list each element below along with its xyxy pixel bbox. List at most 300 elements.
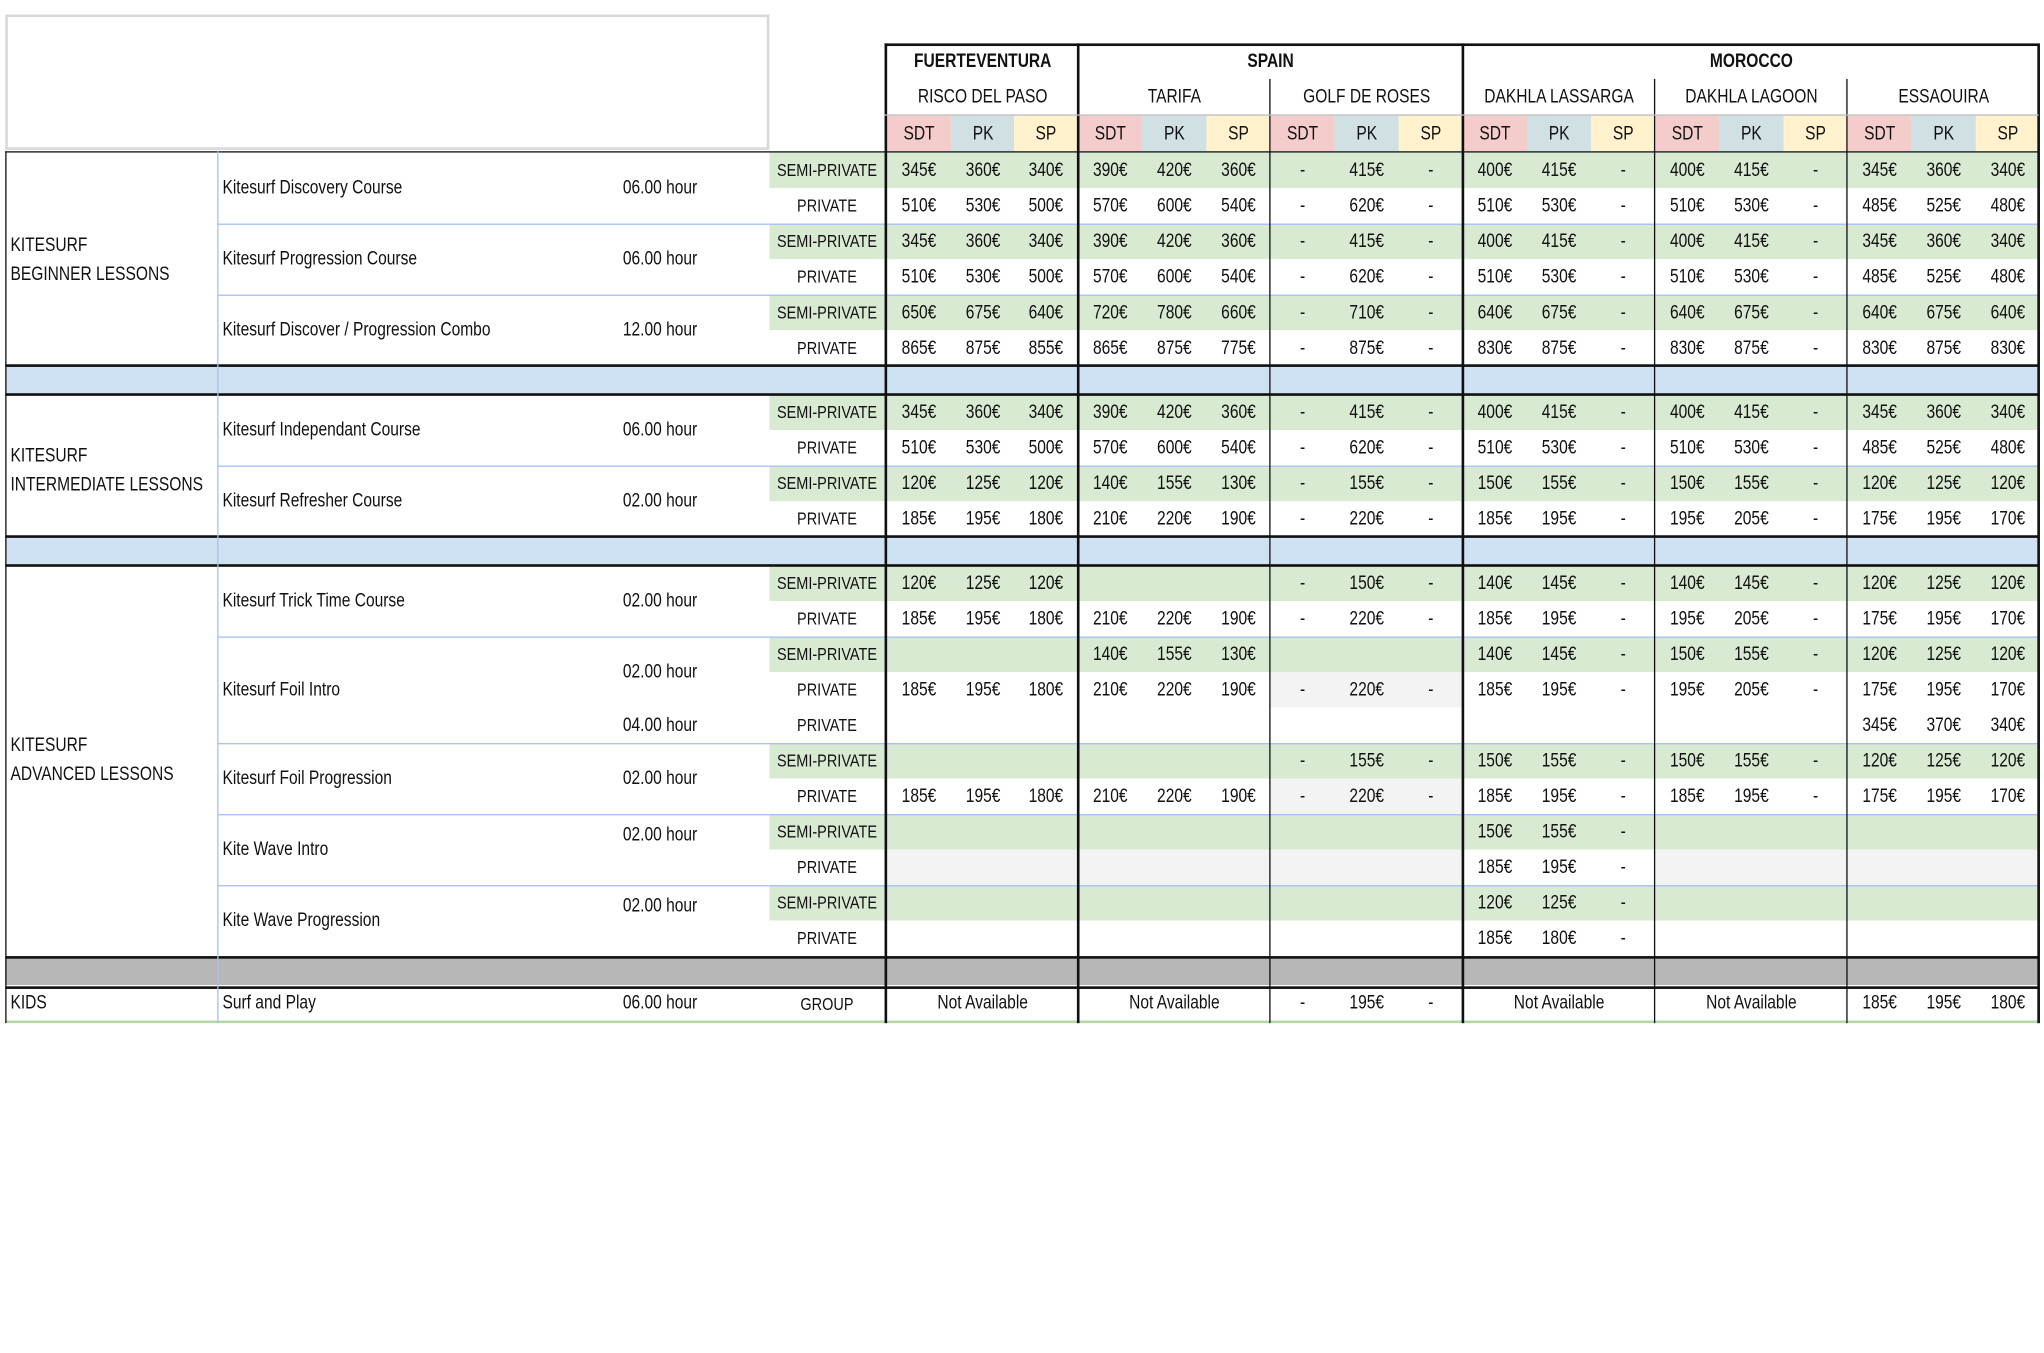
price-cell: 420€ (1157, 230, 1192, 252)
price-cell: 340€ (1990, 401, 2026, 423)
price-cell: 120€ (1029, 472, 1064, 494)
price-cell: - (1620, 750, 1626, 772)
price-cell: 340€ (1990, 230, 2026, 252)
not-available: Not Available (1706, 992, 1797, 1014)
price-cell: 170€ (1990, 679, 2026, 701)
price-cell: 180€ (1990, 992, 2026, 1014)
price-cell: 125€ (965, 572, 1000, 594)
price-cell: 195€ (965, 785, 1000, 807)
price-cell: - (1620, 785, 1626, 807)
price-cell: 360€ (1926, 159, 1962, 181)
price-cell: - (1812, 401, 1819, 423)
price-cell: 185€ (1477, 608, 1513, 630)
price-cell: 145€ (1541, 572, 1577, 594)
price-cell: 125€ (1926, 572, 1962, 594)
price-cell: 185€ (1669, 785, 1705, 807)
price-cell: 675€ (965, 301, 1000, 323)
season-header: SP (1612, 122, 1634, 145)
lesson-type: SEMI-PRIVATE (776, 402, 878, 423)
semi-private-row-bg (769, 637, 2038, 673)
price-cell: 195€ (1926, 608, 1962, 630)
price-cell: 540€ (1221, 266, 1256, 288)
region-header: FUERTEVENTURA (913, 51, 1052, 73)
price-cell: - (1812, 679, 1819, 701)
spot-header: GOLF DE ROSES (1303, 86, 1431, 108)
price-cell: 510€ (901, 437, 937, 459)
season-header: SDT (1479, 122, 1511, 145)
grid-line (885, 43, 888, 1023)
not-available: Not Available (1129, 992, 1220, 1014)
price-cell: - (1620, 508, 1626, 530)
private-row-bg (1848, 850, 2040, 886)
price-cell: - (1620, 643, 1626, 665)
price-cell: 155€ (1349, 750, 1385, 772)
price-cell: 345€ (901, 230, 937, 252)
season-header: SDT (1671, 122, 1703, 145)
price-cell: - (1812, 508, 1819, 530)
spot-header: RISCO DEL PASO (917, 86, 1048, 108)
price-cell: 195€ (1541, 856, 1577, 878)
price-cell: 145€ (1541, 643, 1577, 665)
price-cell: - (1620, 301, 1626, 323)
course-name: Kitesurf Foil Intro (222, 679, 341, 701)
price-cell: 185€ (901, 679, 937, 701)
price-cell: - (1620, 572, 1626, 594)
price-cell: 640€ (1862, 301, 1897, 323)
private-row-bg (887, 850, 1078, 886)
price-cell: 620€ (1349, 266, 1385, 288)
price-cell: 150€ (1477, 821, 1513, 843)
price-cell: 570€ (1092, 437, 1128, 459)
grid-line (217, 743, 2038, 744)
course-name: Kite Wave Progression (222, 910, 381, 932)
price-cell: 400€ (1669, 159, 1705, 181)
spot-header: ESSAOUIRA (1898, 86, 1990, 108)
not-available: Not Available (1513, 992, 1605, 1014)
price-cell: 345€ (901, 401, 937, 423)
price-cell: 190€ (1221, 679, 1256, 701)
price-cell: 205€ (1734, 608, 1769, 630)
price-cell: 195€ (1541, 508, 1577, 530)
price-cell: 155€ (1541, 821, 1577, 843)
price-cell: - (1300, 608, 1306, 630)
season-header: SP (1997, 122, 2019, 145)
price-cell: - (1620, 159, 1626, 181)
price-cell: 195€ (1926, 992, 1962, 1014)
price-cell: 830€ (1477, 337, 1513, 359)
region-header: SPAIN (1247, 51, 1294, 73)
price-cell: - (1300, 159, 1306, 181)
price-cell: 175€ (1862, 785, 1897, 807)
price-cell: 195€ (1541, 679, 1577, 701)
season-header: SDT (1094, 122, 1126, 145)
price-cell: 140€ (1477, 643, 1513, 665)
semi-private-row-bg (769, 885, 2038, 921)
price-cell: 600€ (1157, 437, 1192, 459)
price-cell: 525€ (1926, 195, 1962, 217)
price-cell: 170€ (1990, 608, 2026, 630)
price-cell: 400€ (1477, 401, 1513, 423)
price-cell: 525€ (1926, 437, 1962, 459)
grid-line (1269, 79, 1270, 1023)
course-name: Kitesurf Foil Progression (222, 768, 392, 790)
grid-line (5, 151, 6, 1023)
price-cell: 400€ (1477, 230, 1513, 252)
price-cell: 530€ (1541, 266, 1577, 288)
grid-line (1077, 43, 1080, 1023)
price-cell: 130€ (1221, 643, 1256, 665)
price-cell: - (1428, 159, 1434, 181)
price-cell: - (1300, 572, 1306, 594)
price-cell: - (1812, 785, 1819, 807)
season-header: PK (1548, 122, 1570, 145)
price-cell: 150€ (1477, 472, 1513, 494)
price-cell: 530€ (965, 266, 1000, 288)
price-cell: 195€ (1669, 608, 1705, 630)
price-cell: 875€ (1157, 337, 1192, 359)
lesson-type: SEMI-PRIVATE (776, 892, 878, 913)
season-header: SDT (903, 122, 935, 145)
price-cell: 220€ (1157, 679, 1192, 701)
price-cell: 865€ (901, 337, 937, 359)
price-cell: - (1428, 750, 1434, 772)
price-cell: 485€ (1862, 437, 1897, 459)
price-cell: 155€ (1734, 750, 1769, 772)
price-cell: 120€ (1862, 750, 1897, 772)
price-cell: - (1812, 437, 1819, 459)
lesson-type: SEMI-PRIVATE (776, 160, 878, 181)
price-cell: 185€ (1477, 679, 1513, 701)
grid-line (885, 114, 2039, 115)
grid-line (5, 535, 2038, 538)
price-cell: 180€ (1029, 508, 1064, 530)
price-cell: - (1620, 195, 1626, 217)
semi-private-row-bg (769, 814, 2038, 850)
price-cell: 210€ (1092, 679, 1128, 701)
price-cell: 185€ (1477, 508, 1513, 530)
grid-line (5, 956, 2038, 959)
season-header: SDT (1287, 122, 1319, 145)
price-cell: 120€ (1990, 750, 2026, 772)
course-name: Surf and Play (222, 992, 316, 1014)
price-cell: 120€ (1029, 572, 1064, 594)
course-name: Kitesurf Discover / Progression Combo (222, 319, 491, 341)
price-cell: 150€ (1669, 643, 1705, 665)
price-cell: 640€ (1477, 301, 1513, 323)
price-cell: 480€ (1990, 437, 2026, 459)
grid-line (5, 364, 2038, 367)
price-cell: 540€ (1221, 195, 1256, 217)
grid-line (217, 295, 2038, 296)
price-cell: 195€ (965, 508, 1000, 530)
price-cell: 220€ (1157, 785, 1192, 807)
course-duration: 06.00 hour (622, 248, 698, 270)
course-duration: 02.00 hour (622, 590, 698, 612)
price-cell: 185€ (901, 508, 937, 530)
price-cell: 120€ (1862, 472, 1897, 494)
price-cell: 195€ (965, 608, 1000, 630)
price-cell: 360€ (965, 401, 1000, 423)
lesson-type: SEMI-PRIVATE (776, 750, 878, 771)
price-cell: 530€ (1734, 266, 1769, 288)
lesson-type: PRIVATE (797, 437, 857, 458)
price-cell: 570€ (1092, 266, 1128, 288)
price-cell: - (1428, 679, 1434, 701)
price-cell: - (1812, 750, 1819, 772)
price-cell: 510€ (1477, 437, 1513, 459)
course-duration: 02.00 hour (622, 660, 698, 682)
lesson-type: SEMI-PRIVATE (776, 821, 878, 842)
price-cell: 415€ (1734, 159, 1769, 181)
course-duration: 12.00 hour (622, 319, 698, 341)
price-cell: 150€ (1349, 572, 1385, 594)
price-cell: 510€ (1669, 266, 1705, 288)
price-cell: 195€ (965, 679, 1000, 701)
lesson-type: PRIVATE (797, 337, 857, 358)
price-cell: 640€ (1029, 301, 1064, 323)
season-header: SP (1228, 122, 1249, 145)
price-cell: 855€ (1029, 337, 1064, 359)
price-cell: 830€ (1669, 337, 1705, 359)
grid-line (217, 151, 218, 1023)
lesson-type: PRIVATE (797, 608, 857, 629)
price-cell: 360€ (1926, 230, 1962, 252)
price-cell: - (1620, 266, 1626, 288)
price-cell: 220€ (1157, 508, 1192, 530)
price-cell: - (1620, 230, 1626, 252)
price-cell: 155€ (1734, 472, 1769, 494)
price-cell: 195€ (1926, 785, 1962, 807)
price-cell: 640€ (1990, 301, 2026, 323)
price-cell: 360€ (1221, 159, 1256, 181)
grid-line (5, 564, 2038, 567)
price-cell: 620€ (1349, 437, 1385, 459)
private-row-bg (1271, 850, 1463, 886)
price-cell: 360€ (965, 230, 1000, 252)
price-cell: 600€ (1157, 266, 1192, 288)
price-cell: - (1300, 992, 1306, 1014)
price-cell: 120€ (1990, 472, 2026, 494)
spot-header: DAKHLA LASSARGA (1484, 86, 1634, 108)
lesson-type: SEMI-PRIVATE (776, 231, 878, 252)
grid-line (5, 151, 2038, 152)
course-name: Kitesurf Discovery Course (222, 177, 403, 199)
price-cell: 140€ (1477, 572, 1513, 594)
price-cell: 175€ (1862, 608, 1897, 630)
grid-line (5, 1021, 2038, 1024)
lesson-type: GROUP (800, 993, 854, 1014)
price-cell: 390€ (1092, 401, 1128, 423)
price-cell: 660€ (1221, 301, 1256, 323)
lesson-type: PRIVATE (797, 715, 857, 736)
price-cell: 530€ (1541, 437, 1577, 459)
price-cell: - (1300, 750, 1306, 772)
price-cell: 195€ (1349, 992, 1385, 1014)
price-cell: - (1428, 230, 1434, 252)
price-cell: 190€ (1221, 785, 1256, 807)
price-cell: 195€ (1541, 785, 1577, 807)
price-cell: 125€ (1926, 472, 1962, 494)
price-cell: 675€ (1734, 301, 1769, 323)
price-cell: 155€ (1349, 472, 1385, 494)
lesson-type: PRIVATE (797, 195, 857, 216)
season-header: PK (1933, 122, 1955, 145)
course-name: Kitesurf Refresher Course (222, 490, 403, 512)
price-cell: 140€ (1092, 472, 1128, 494)
price-cell: 570€ (1092, 195, 1128, 217)
spot-header: DAKHLA LAGOON (1685, 86, 1818, 108)
price-cell: - (1620, 856, 1626, 878)
lesson-type: SEMI-PRIVATE (776, 302, 878, 323)
price-cell: - (1812, 266, 1819, 288)
price-cell: 710€ (1349, 301, 1385, 323)
price-cell: 185€ (1862, 992, 1897, 1014)
lesson-type: SEMI-PRIVATE (776, 573, 878, 594)
price-cell: - (1300, 437, 1306, 459)
price-cell: 485€ (1862, 195, 1897, 217)
price-cell: 360€ (965, 159, 1000, 181)
price-cell: 500€ (1029, 437, 1064, 459)
price-cell: 865€ (1092, 337, 1128, 359)
group-label: KITESURF ADVANCED LESSONS (10, 735, 174, 786)
region-header: MOROCCO (1709, 51, 1793, 73)
season-header: PK (1164, 122, 1185, 145)
price-cell: - (1812, 301, 1819, 323)
grid-line (1846, 79, 1847, 1023)
price-cell: 125€ (965, 472, 1000, 494)
price-cell: 170€ (1990, 785, 2026, 807)
price-cell: 400€ (1669, 230, 1705, 252)
course-duration: 06.00 hour (622, 177, 698, 199)
price-cell: 510€ (1669, 195, 1705, 217)
grid-line (1462, 43, 1465, 1023)
course-duration: 06.00 hour (622, 419, 698, 441)
header-blank-box (5, 14, 769, 149)
lesson-type: PRIVATE (797, 928, 857, 949)
grid-line (217, 814, 2038, 815)
season-header: PK (1741, 122, 1762, 145)
price-cell: 620€ (1349, 195, 1385, 217)
price-cell: 400€ (1669, 401, 1705, 423)
price-cell: 875€ (965, 337, 1000, 359)
price-cell: 340€ (1990, 714, 2026, 736)
season-header: SP (1035, 122, 1057, 145)
price-cell: 175€ (1862, 508, 1897, 530)
price-cell: 190€ (1221, 608, 1256, 630)
price-cell: 510€ (901, 266, 937, 288)
price-cell: 155€ (1541, 750, 1577, 772)
price-cell: - (1620, 679, 1626, 701)
lesson-type: PRIVATE (797, 679, 857, 700)
price-cell: 210€ (1092, 508, 1128, 530)
not-available: Not Available (937, 992, 1028, 1014)
price-cell: 345€ (1862, 230, 1897, 252)
group-label: KITESURF INTERMEDIATE LESSONS (10, 445, 203, 496)
price-cell: 875€ (1541, 337, 1577, 359)
price-cell: 130€ (1221, 472, 1256, 494)
price-cell: 415€ (1349, 401, 1385, 423)
price-cell: 125€ (1541, 892, 1577, 914)
price-cell: 180€ (1541, 927, 1577, 949)
price-cell: - (1300, 301, 1306, 323)
price-cell: 675€ (1541, 301, 1577, 323)
grid-line (5, 393, 2038, 396)
price-cell: 480€ (1990, 266, 2026, 288)
price-cell: 500€ (1029, 195, 1064, 217)
price-cell: 640€ (1669, 301, 1705, 323)
price-cell: - (1812, 159, 1819, 181)
price-cell: 650€ (901, 301, 937, 323)
price-cell: 195€ (1926, 679, 1962, 701)
price-cell: - (1428, 266, 1434, 288)
price-cell: 140€ (1669, 572, 1705, 594)
price-cell: 340€ (1029, 159, 1064, 181)
grid-line (217, 637, 2038, 638)
price-cell: 140€ (1092, 643, 1128, 665)
price-cell: 830€ (1862, 337, 1897, 359)
price-cell: 125€ (1926, 750, 1962, 772)
price-cell: 155€ (1157, 472, 1192, 494)
private-row-bg (1655, 850, 1847, 886)
price-cell: 155€ (1157, 643, 1192, 665)
price-cell: 150€ (1669, 750, 1705, 772)
course-name: Kite Wave Intro (222, 839, 329, 861)
price-cell: 525€ (1926, 266, 1962, 288)
price-cell: 415€ (1541, 230, 1577, 252)
course-duration: 02.00 hour (622, 823, 698, 845)
price-cell: 180€ (1029, 785, 1064, 807)
price-cell: - (1812, 337, 1819, 359)
price-cell: 220€ (1157, 608, 1192, 630)
price-cell: 195€ (1541, 608, 1577, 630)
price-cell: 205€ (1734, 508, 1769, 530)
price-cell: 500€ (1029, 266, 1064, 288)
season-header: PK (972, 122, 994, 145)
price-cell: 340€ (1029, 401, 1064, 423)
section-separator (5, 537, 2038, 565)
price-cell: 195€ (1669, 508, 1705, 530)
price-cell: 150€ (1669, 472, 1705, 494)
course-duration: 02.00 hour (622, 894, 698, 916)
price-cell: - (1300, 508, 1306, 530)
price-cell: - (1428, 508, 1434, 530)
price-cell: 415€ (1541, 401, 1577, 423)
group-label: KITESURF BEGINNER LESSONS (10, 235, 170, 286)
course-duration: 02.00 hour (622, 768, 698, 790)
grid-line (217, 224, 2038, 225)
course-duration: 04.00 hour (622, 714, 698, 736)
price-cell: 170€ (1990, 508, 2026, 530)
price-cell: 830€ (1990, 337, 2026, 359)
price-cell: - (1620, 337, 1626, 359)
price-cell: 420€ (1157, 159, 1192, 181)
price-cell: 360€ (1221, 401, 1256, 423)
price-cell: 120€ (1862, 643, 1897, 665)
course-name: Kitesurf Independant Course (222, 419, 421, 441)
price-cell: 540€ (1221, 437, 1256, 459)
price-cell: 530€ (965, 195, 1000, 217)
price-cell: - (1300, 679, 1306, 701)
price-cell: 185€ (1477, 785, 1513, 807)
price-cell: 600€ (1157, 195, 1192, 217)
course-duration: 06.00 hour (622, 992, 698, 1014)
price-cell: 420€ (1157, 401, 1192, 423)
price-cell: - (1620, 401, 1626, 423)
price-cell: 485€ (1862, 266, 1897, 288)
season-header: PK (1356, 122, 1378, 145)
price-cell: 220€ (1349, 785, 1385, 807)
price-cell: 400€ (1477, 159, 1513, 181)
